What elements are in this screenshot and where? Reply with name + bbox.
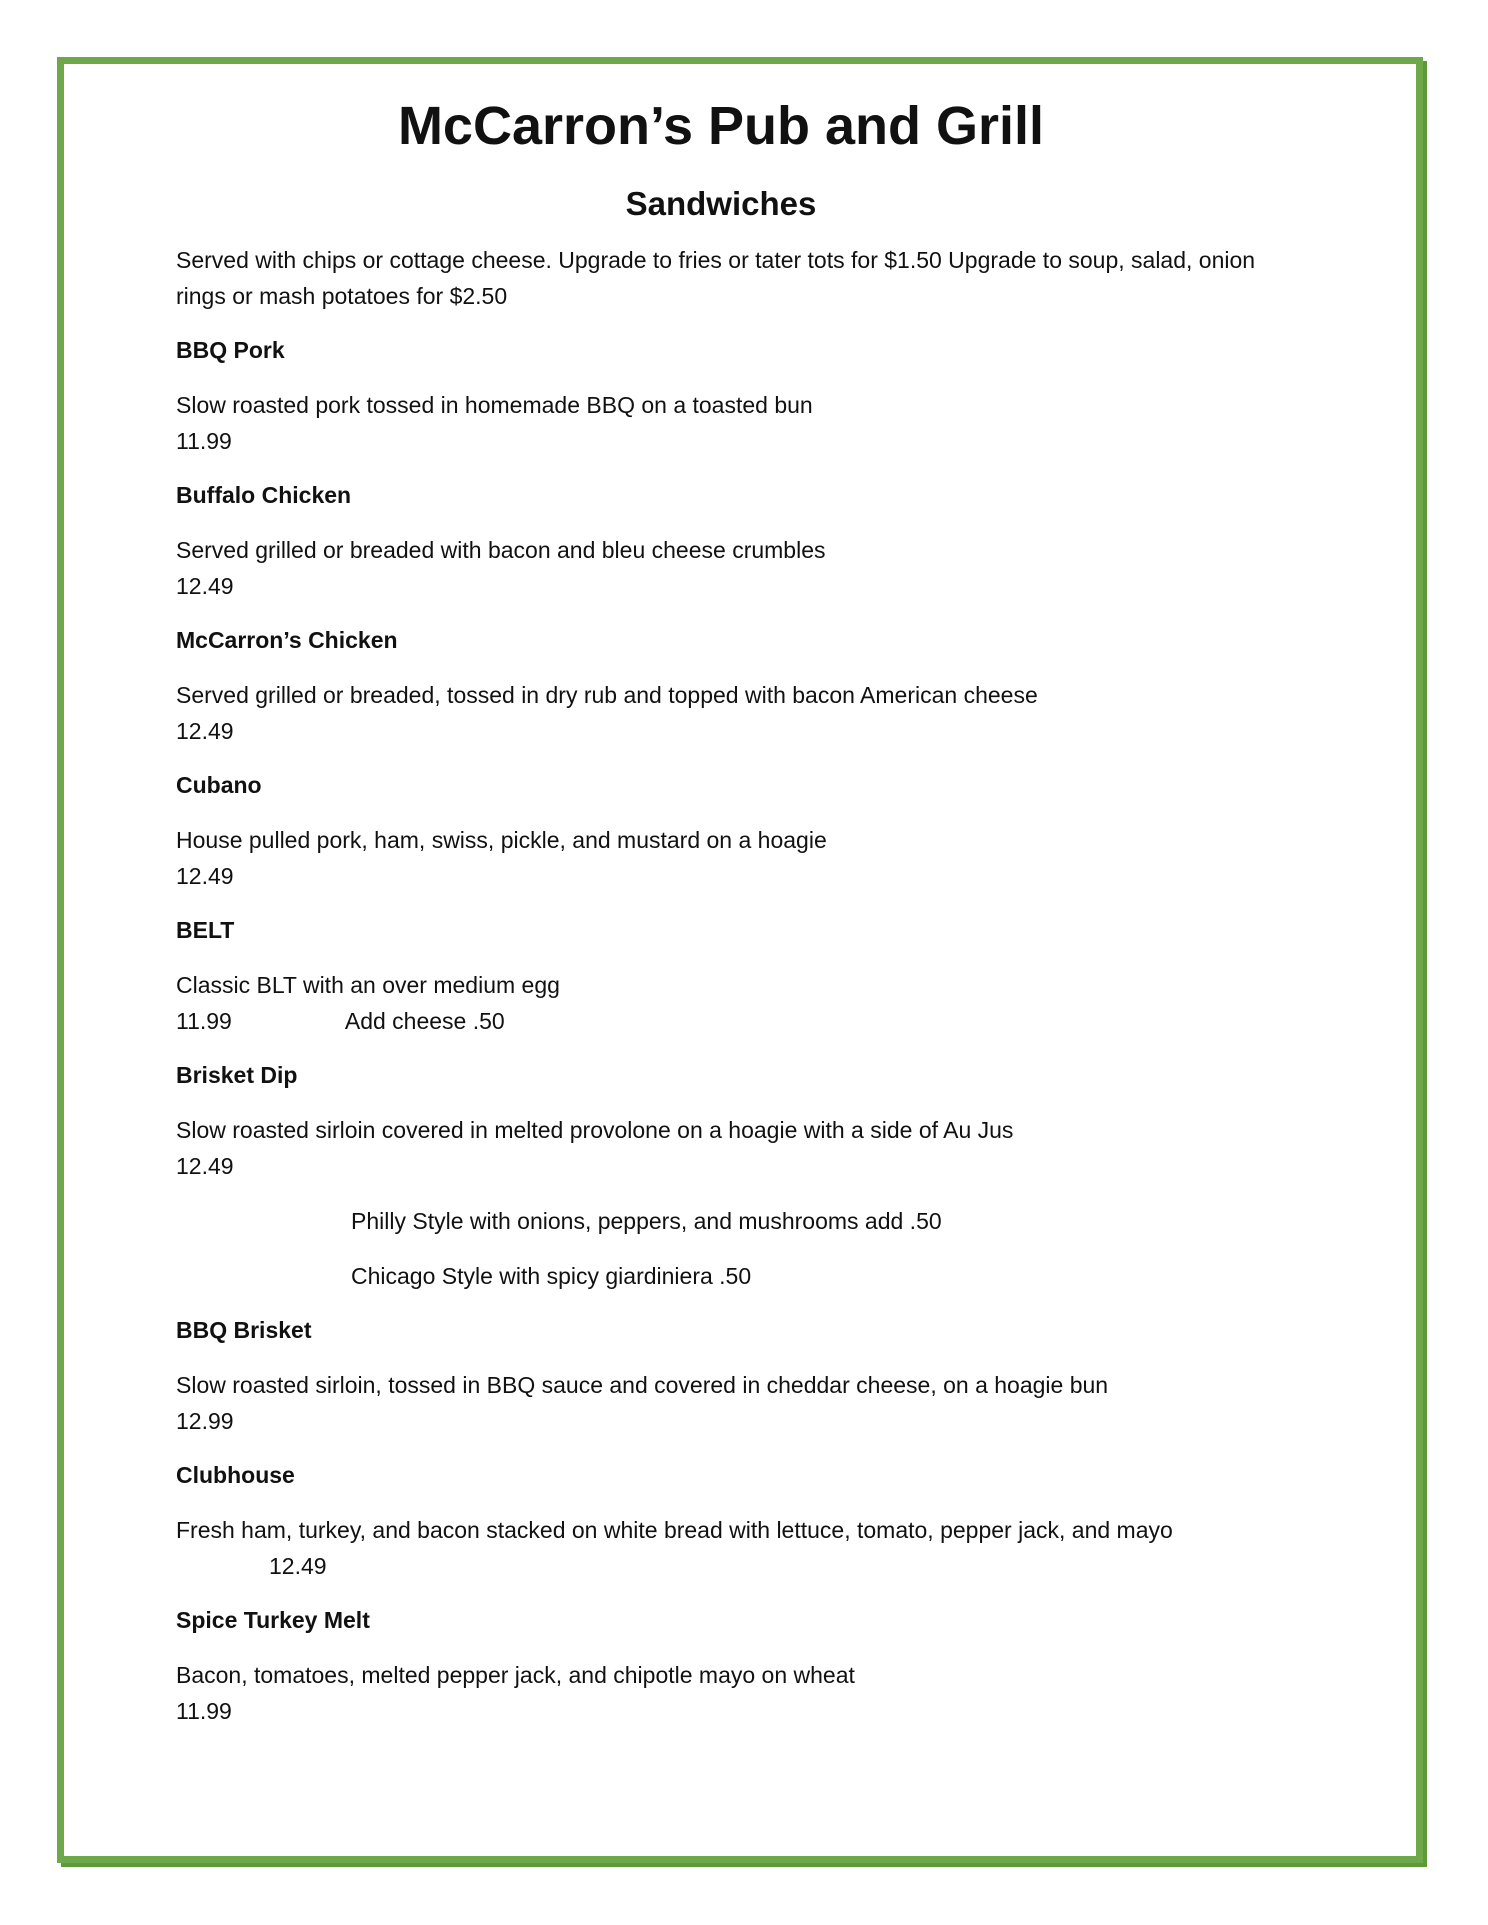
restaurant-title: McCarron’s Pub and Grill xyxy=(397,96,1045,156)
menu-item-buffalo-chicken xyxy=(176,477,1326,604)
item-price: 12.99 xyxy=(176,1408,234,1434)
item-price: 11.99 xyxy=(176,1008,232,1034)
section-title: Sandwiches xyxy=(625,185,817,222)
item-option: Chicago Style with spicy giardiniera .50 xyxy=(351,1263,752,1289)
item-name: Clubhouse xyxy=(176,1462,295,1488)
item-description: Served grilled or breaded, tossed in dry rub and topped with bacon American cheese xyxy=(176,682,1038,708)
menu-item-spice-turkey-melt xyxy=(176,1602,1326,1729)
item-description: Fresh ham, turkey, and bacon stacked on white bread with lettuce, tomato, pepper jack, and mayo xyxy=(176,1517,1173,1543)
menu-item-clubhouse xyxy=(176,1457,1326,1584)
item-description: Bacon, tomatoes, melted pepper jack, and chipotle mayo on wheat xyxy=(176,1662,855,1688)
menu-item-belt xyxy=(176,912,1326,1039)
item-description: Slow roasted sirloin, tossed in BBQ sauce and covered in cheddar cheese, on a hoagie bun xyxy=(176,1372,1109,1398)
item-price: 12.49 xyxy=(176,863,234,889)
item-description: Slow roasted sirloin covered in melted provolone on a hoagie with a side of Au Jus xyxy=(176,1117,1014,1143)
item-price: 12.49 xyxy=(176,718,234,744)
item-price: 12.49 xyxy=(269,1553,327,1579)
item-price: 11.99 xyxy=(176,1698,232,1724)
item-price: 11.99 xyxy=(176,428,232,454)
item-name: Spice Turkey Melt xyxy=(176,1607,370,1633)
item-name: BBQ Pork xyxy=(176,337,285,363)
item-name: Brisket Dip xyxy=(176,1062,298,1088)
item-description: House pulled pork, ham, swiss, pickle, and mustard on a hoagie xyxy=(176,827,827,853)
item-name: BBQ Brisket xyxy=(176,1317,312,1343)
menu-item-bbq-brisket xyxy=(176,1312,1326,1439)
item-description: Served grilled or breaded with bacon and bleu cheese crumbles xyxy=(176,537,826,563)
item-addon: Add cheese .50 xyxy=(344,1008,505,1034)
menu-item-bbq-pork xyxy=(176,332,1326,459)
item-name: BELT xyxy=(176,917,235,943)
menu-item-mccarrons-chicken xyxy=(176,622,1326,749)
menu-item-brisket-dip xyxy=(176,1057,1326,1294)
item-name: Cubano xyxy=(176,772,262,798)
item-name: McCarron’s Chicken xyxy=(176,627,398,653)
item-description: Classic BLT with an over medium egg xyxy=(176,972,560,998)
menu-item-cubano xyxy=(176,767,1326,894)
item-description: Slow roasted pork tossed in homemade BBQ on a toasted bun xyxy=(176,392,813,418)
menu-intro: Served with chips or cottage cheese. Upgrade to fries or tater tots for $1.50 Upgrade to soup, salad, onion rings or mash potatoes for $2.50 xyxy=(176,247,1256,309)
item-price: 12.49 xyxy=(176,573,234,599)
item-price: 12.49 xyxy=(176,1153,234,1179)
item-option: Philly Style with onions, peppers, and mushrooms add .50 xyxy=(351,1208,942,1234)
menu-content xyxy=(176,90,1326,1729)
item-price-row xyxy=(176,1003,1326,1039)
item-name: Buffalo Chicken xyxy=(176,482,352,508)
